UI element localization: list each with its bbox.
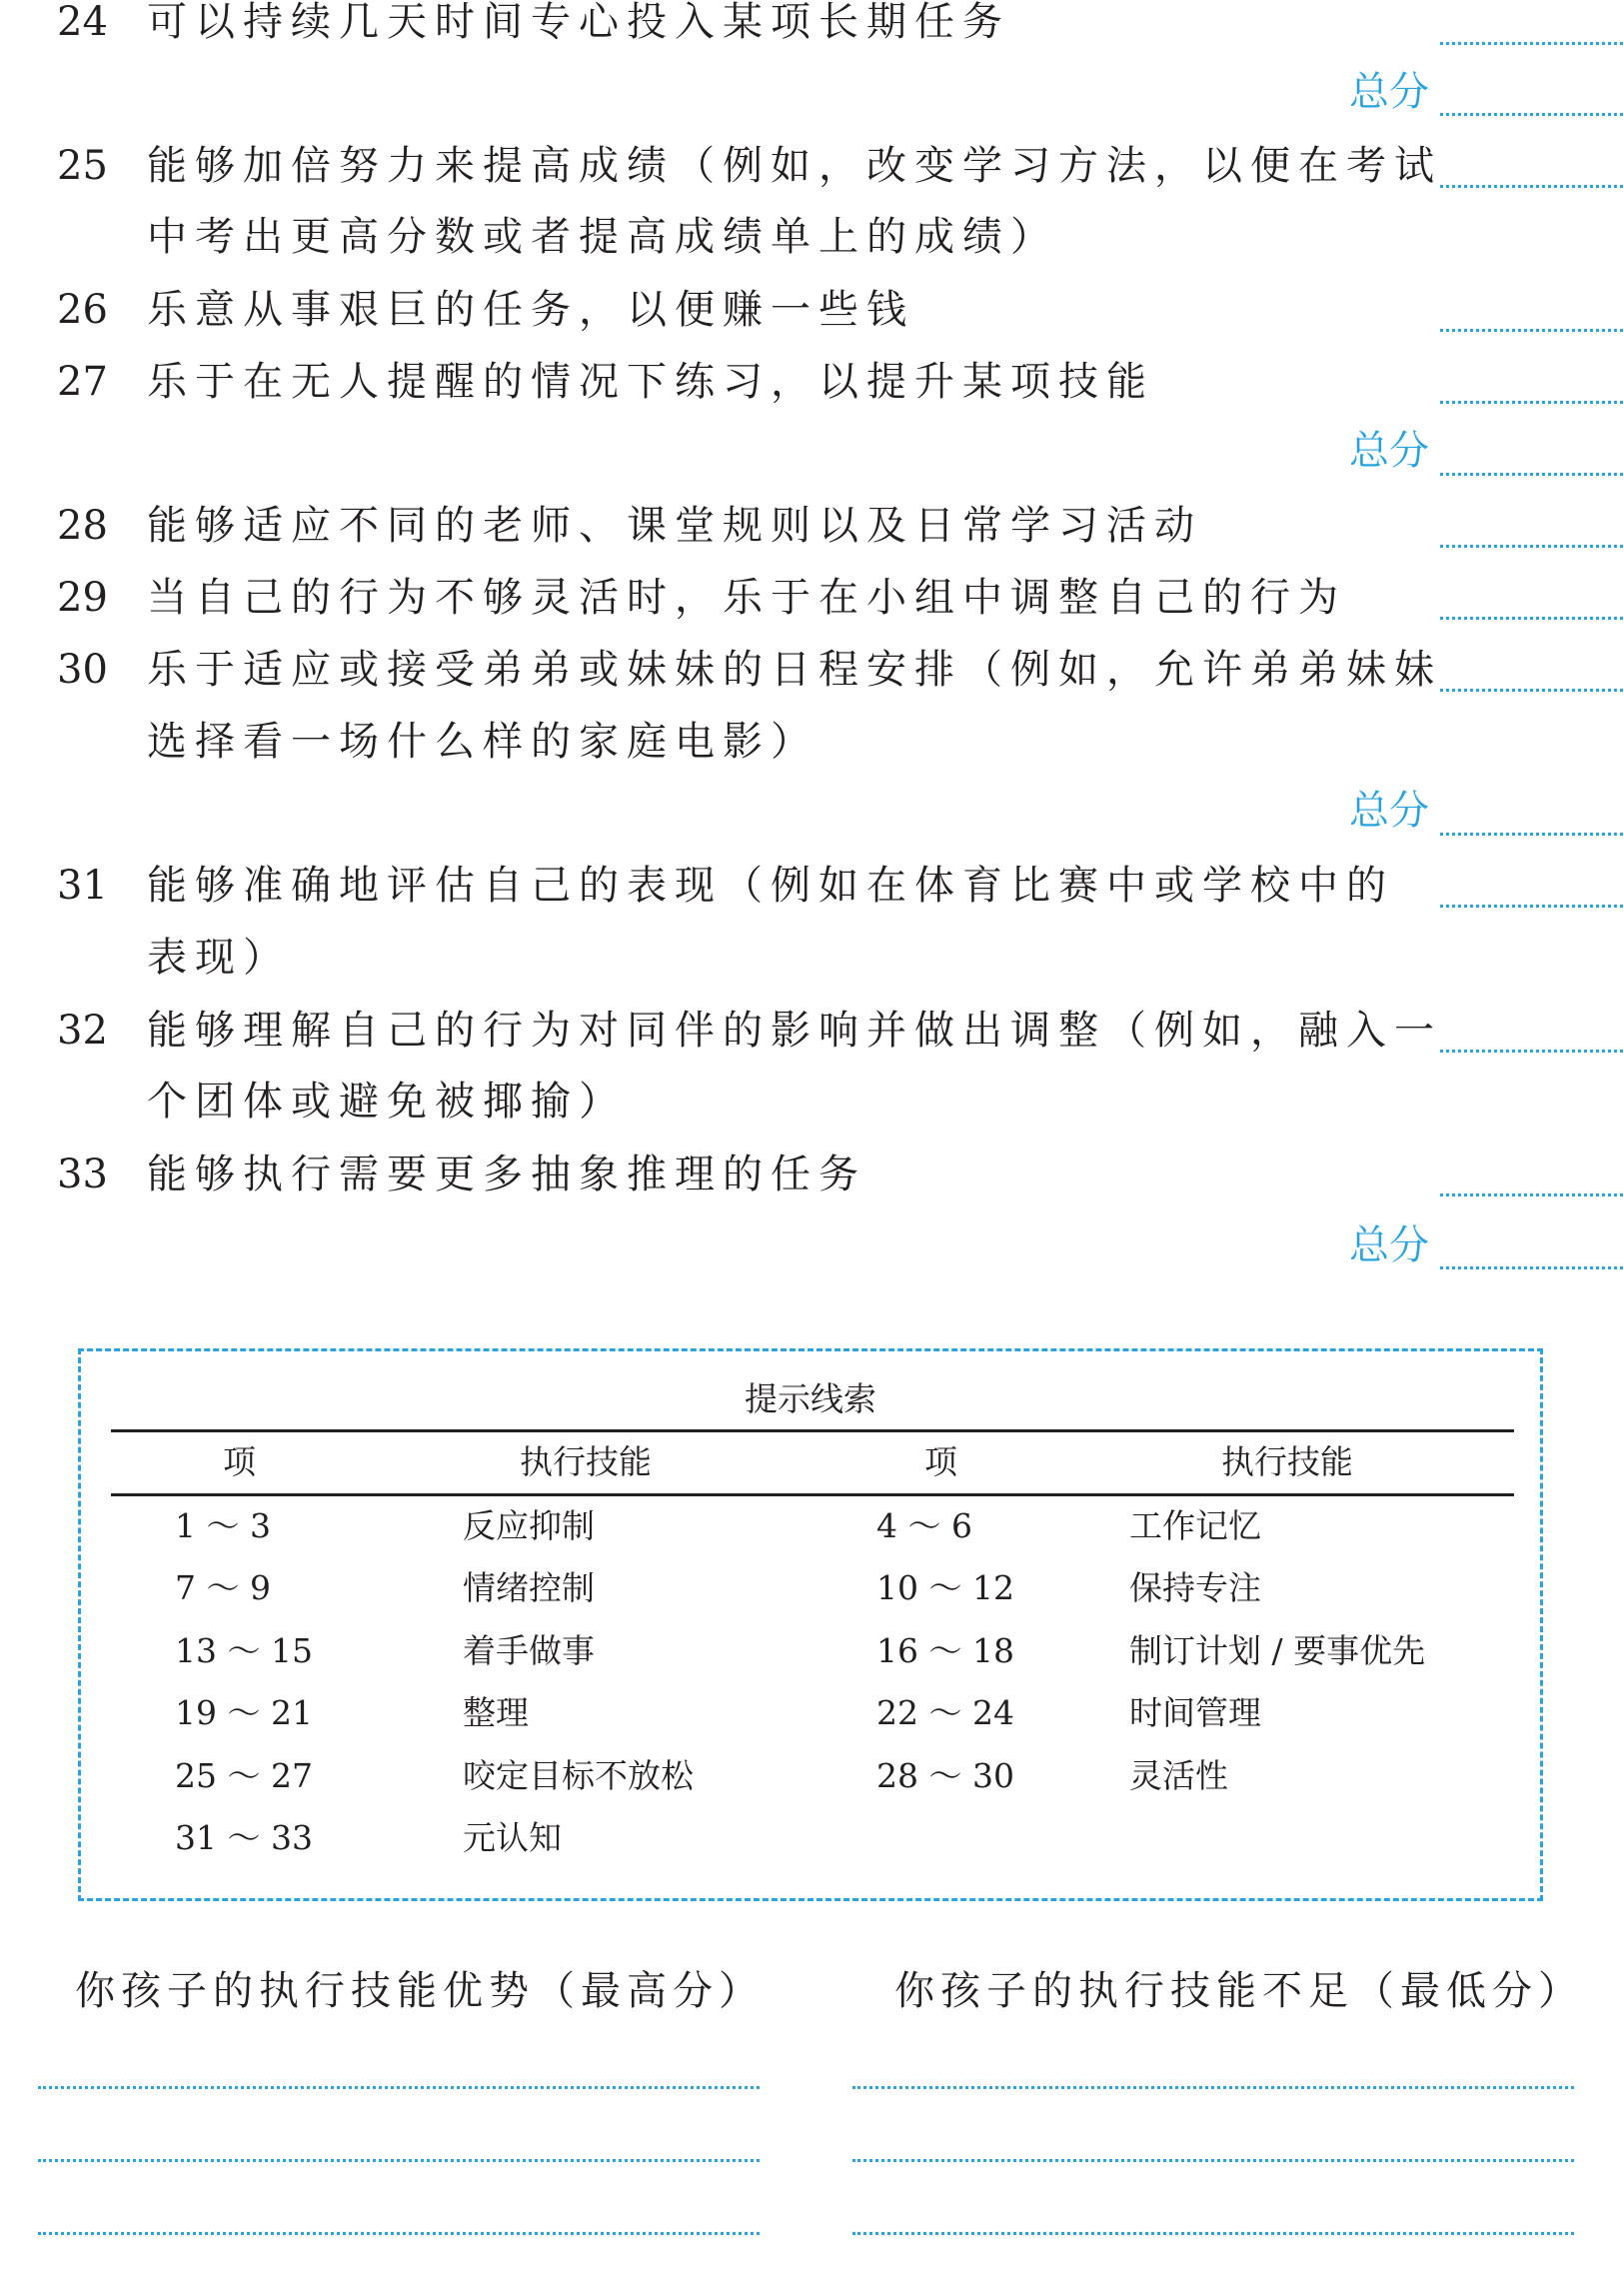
item-number: 24 bbox=[57, 0, 108, 45]
item-text: 乐意从事艰巨的任务，以便赚一些钱 bbox=[147, 287, 914, 333]
strengths-line[interactable] bbox=[38, 2159, 760, 2162]
skill-cell: 工作记忆 bbox=[1129, 1506, 1261, 1545]
item-number: 32 bbox=[57, 1008, 108, 1054]
score-blank[interactable] bbox=[1440, 1193, 1623, 1196]
item-text: 乐于在无人提醒的情况下练习，以提升某项技能 bbox=[147, 359, 1154, 405]
item-text: 能够执行需要更多抽象推理的任务 bbox=[147, 1151, 866, 1197]
skill-cell: 保持专注 bbox=[1129, 1568, 1261, 1607]
skill-cell: 时间管理 bbox=[1129, 1693, 1261, 1732]
item-number: 27 bbox=[57, 359, 108, 405]
total-label: 总分 bbox=[1349, 69, 1429, 115]
range-cell: 28 ～ 30 bbox=[876, 1756, 1014, 1795]
range-cell: 31 ～ 33 bbox=[175, 1818, 313, 1857]
score-blank[interactable] bbox=[1440, 689, 1623, 692]
item-text: 当自己的行为不够灵活时，乐于在小组中调整自己的行为 bbox=[147, 575, 1346, 621]
skill-cell: 反应抑制 bbox=[463, 1506, 595, 1545]
hint-title: 提示线索 bbox=[745, 1379, 876, 1418]
item-text: 表现） bbox=[147, 935, 291, 981]
item-text: 乐于适应或接受弟弟或妹妹的日程安排（例如，允许弟弟妹妹 bbox=[147, 647, 1442, 693]
strengths-line[interactable] bbox=[38, 2086, 760, 2089]
skill-cell: 灵活性 bbox=[1129, 1756, 1228, 1795]
item-text: 能够适应不同的老师、课堂规则以及日常学习活动 bbox=[147, 503, 1202, 549]
weaknesses-line[interactable] bbox=[852, 2159, 1574, 2162]
weaknesses-heading: 你孩子的执行技能不足（最低分） bbox=[894, 1968, 1584, 2014]
range-cell: 4 ～ 6 bbox=[876, 1506, 972, 1545]
skill-cell: 元认知 bbox=[463, 1818, 562, 1857]
weaknesses-line[interactable] bbox=[852, 2232, 1574, 2235]
score-blank[interactable] bbox=[1440, 1050, 1623, 1053]
range-cell: 10 ～ 12 bbox=[876, 1568, 1014, 1607]
item-number: 33 bbox=[57, 1151, 108, 1197]
total-blank[interactable] bbox=[1440, 1266, 1623, 1269]
table-header: 执行技能 bbox=[1221, 1442, 1353, 1481]
skill-cell: 着手做事 bbox=[463, 1631, 595, 1670]
score-blank[interactable] bbox=[1440, 617, 1623, 620]
table-header-rule bbox=[111, 1493, 1514, 1496]
item-text: 可以持续几天时间专心投入某项长期任务 bbox=[147, 0, 1010, 45]
total-blank[interactable] bbox=[1440, 473, 1623, 476]
score-blank[interactable] bbox=[1440, 329, 1623, 332]
item-number: 26 bbox=[57, 287, 108, 333]
total-blank[interactable] bbox=[1440, 833, 1623, 836]
score-blank[interactable] bbox=[1440, 545, 1623, 548]
item-text: 能够理解自己的行为对同伴的影响并做出调整（例如，融入一 bbox=[147, 1008, 1442, 1054]
total-label: 总分 bbox=[1349, 1222, 1429, 1268]
score-blank[interactable] bbox=[1440, 42, 1623, 45]
total-label: 总分 bbox=[1349, 428, 1429, 474]
item-text: 能够加倍努力来提高成绩（例如，改变学习方法，以便在考试 bbox=[147, 143, 1442, 189]
item-text: 能够准确地评估自己的表现（例如在体育比赛中或学校中的 bbox=[147, 863, 1394, 909]
strengths-line[interactable] bbox=[38, 2232, 760, 2235]
item-number: 30 bbox=[57, 647, 108, 693]
score-blank[interactable] bbox=[1440, 905, 1623, 908]
skill-cell: 制订计划 / 要事优先 bbox=[1129, 1631, 1426, 1670]
range-cell: 25 ～ 27 bbox=[175, 1756, 313, 1795]
table-header: 项 bbox=[223, 1442, 256, 1481]
range-cell: 1 ～ 3 bbox=[175, 1506, 271, 1545]
skill-cell: 咬定目标不放松 bbox=[463, 1756, 694, 1795]
range-cell: 7 ～ 9 bbox=[175, 1568, 271, 1607]
range-cell: 16 ～ 18 bbox=[876, 1631, 1014, 1670]
skill-cell: 整理 bbox=[463, 1693, 529, 1732]
score-blank[interactable] bbox=[1440, 185, 1623, 188]
total-blank[interactable] bbox=[1440, 113, 1623, 116]
item-text: 选择看一场什么样的家庭电影） bbox=[147, 719, 818, 765]
range-cell: 19 ～ 21 bbox=[175, 1693, 313, 1732]
range-cell: 13 ～ 15 bbox=[175, 1631, 313, 1670]
table-header: 执行技能 bbox=[520, 1442, 652, 1481]
range-cell: 22 ～ 24 bbox=[876, 1693, 1014, 1732]
table-top-rule bbox=[111, 1429, 1514, 1432]
item-number: 29 bbox=[57, 575, 108, 621]
table-header: 项 bbox=[924, 1442, 957, 1481]
skill-cell: 情绪控制 bbox=[463, 1568, 595, 1607]
score-blank[interactable] bbox=[1440, 401, 1623, 404]
item-text: 个团体或避免被揶揄） bbox=[147, 1079, 627, 1125]
weaknesses-line[interactable] bbox=[852, 2086, 1574, 2089]
item-text: 中考出更高分数或者提高成绩单上的成绩） bbox=[147, 214, 1058, 260]
total-label: 总分 bbox=[1349, 788, 1429, 834]
item-number: 28 bbox=[57, 503, 108, 549]
strengths-heading: 你孩子的执行技能优势（最高分） bbox=[75, 1968, 765, 2014]
item-number: 25 bbox=[57, 143, 108, 189]
item-number: 31 bbox=[57, 863, 108, 909]
